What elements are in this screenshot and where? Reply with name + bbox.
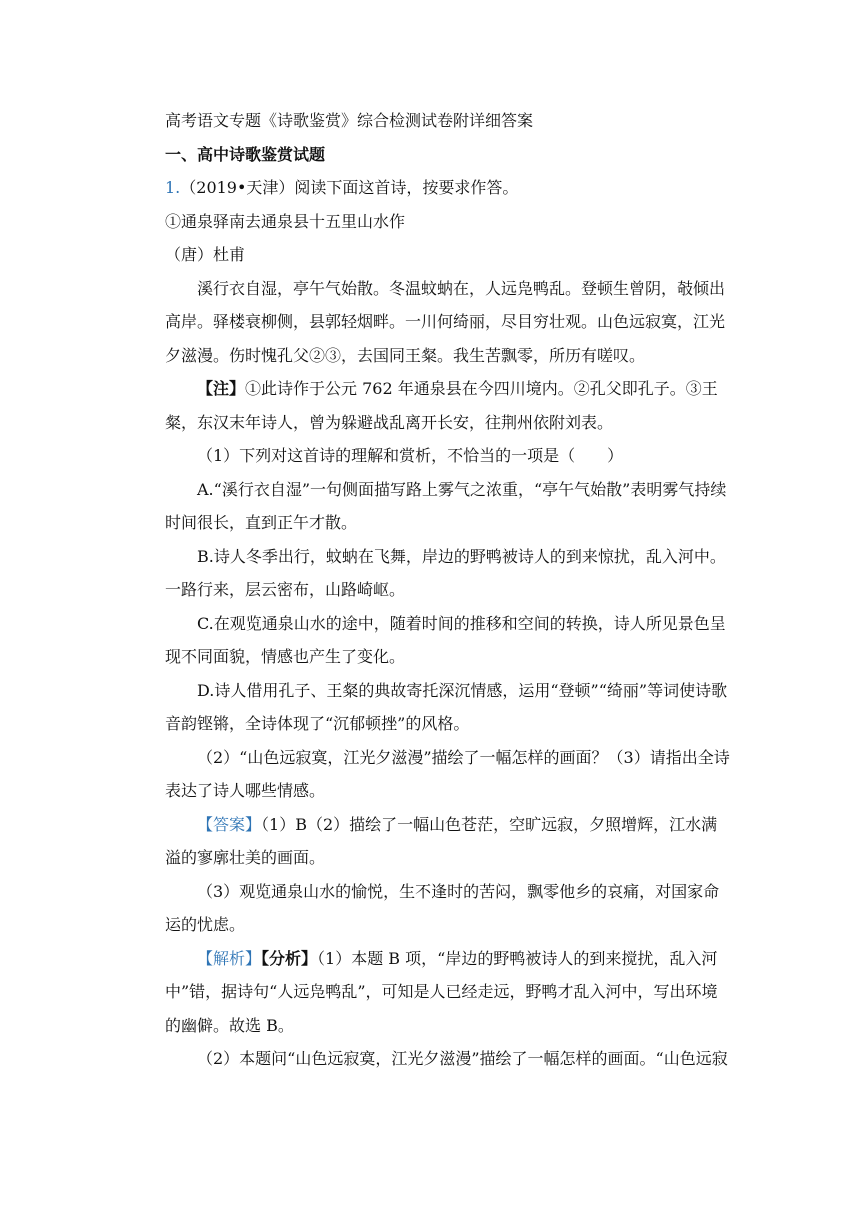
option-d: D.诗人借用孔子、王粲的典故寄托深沉情感，运用“登顿”“绮丽”等词使诗歌音韵铿锵，全诗体现了“沉郁顿挫”的风格。 xyxy=(165,680,728,733)
note-paragraph xyxy=(165,372,730,439)
analysis-text: （1）本题 B 项，“岸边的野鸭被诗人的到来搅扰，乱入河中”错，据诗句“人远凫鸭乱”，可知是人已经走远，野鸭才乱入河中，写出环境的幽僻。故选 B。 xyxy=(165,948,718,1035)
q1-prompt: （1）下列对这首诗的理解和赏析，不恰当的一项是（ ） xyxy=(197,446,624,465)
q2-prompt: （2）“山色远寂寞，江光夕滋漫”描绘了一幅怎样的画面？（3）请指出全诗表达了诗人哪些情感。 xyxy=(165,747,730,800)
answer-text: （1）B（2）描绘了一幅山色苍茫，空旷远寂，夕照增辉，江水满溢的寥廓壮美的画面。 xyxy=(165,814,718,867)
analysis-paragraph xyxy=(165,942,730,1043)
option-b: B.诗人冬季出行，蚊蚋在飞舞，岸边的野鸭被诗人的到来惊扰，乱入河中。一路行来，层云密布，山路崎岖。 xyxy=(165,546,726,599)
question-intro: （2019•天津）阅读下面这首诗，按要求作答。 xyxy=(180,178,519,197)
poem-author: （唐）杜甫 xyxy=(165,245,246,264)
question-number: 1. xyxy=(165,178,181,197)
answer-paragraph xyxy=(165,808,730,875)
answer-label: 【答案】 xyxy=(197,814,262,834)
poem-text: 溪行衣自湿，亭午气始散。冬温蚊蚋在，人远凫鸭乱。登顿生曾阴，攲倾出高岸。驿楼衰柳侧，县郭轻烟畔。一川何绮丽，尽目穷壮观。山色远寂寞，江光夕滋漫。伤时愧孔父②③，去国同王粲。我生苦飘零，所历有嗟叹。 xyxy=(165,278,726,365)
note-text: ①此诗作于公元 762 年通泉县在今四川境内。②孔父即孔子。③王粲，东汉末年诗人，曾为躲避战乱离开长安，往荆州依附刘表。 xyxy=(165,379,718,432)
section-heading: 一、高中诗歌鉴赏试题 xyxy=(165,144,326,164)
answer-3: （3）观览通泉山水的愉悦，生不逢时的苦闷，飘零他乡的哀痛，对国家命运的忧虑。 xyxy=(165,881,720,934)
note-label: 【注】 xyxy=(197,379,246,398)
option-a: A.“溪行衣自湿”一句侧面描写路上雾气之浓重，“亭午气始散”表明雾气持续时间很长，直到正午才散。 xyxy=(165,479,727,532)
document-title: 高考语文专题《诗歌鉴赏》综合检测试卷附详细答案 xyxy=(165,111,534,130)
option-c: C.在观览通泉山水的途中，随着时间的推移和空间的转换，诗人所见景色呈现不同面貌，情感也产生了变化。 xyxy=(165,613,726,666)
analysis-sub-label: 【分析】 xyxy=(261,948,318,968)
question-intro-line xyxy=(165,171,730,205)
poem-title: ①通泉驿南去通泉县十五里山水作 xyxy=(165,211,406,231)
analysis-label: 【解析】 xyxy=(197,948,262,968)
document-content xyxy=(165,104,730,1076)
analysis-2: （2）本题问“山色远寂寞，江光夕滋漫”描绘了一幅怎样的画面。“山色远寂 xyxy=(197,1049,728,1068)
